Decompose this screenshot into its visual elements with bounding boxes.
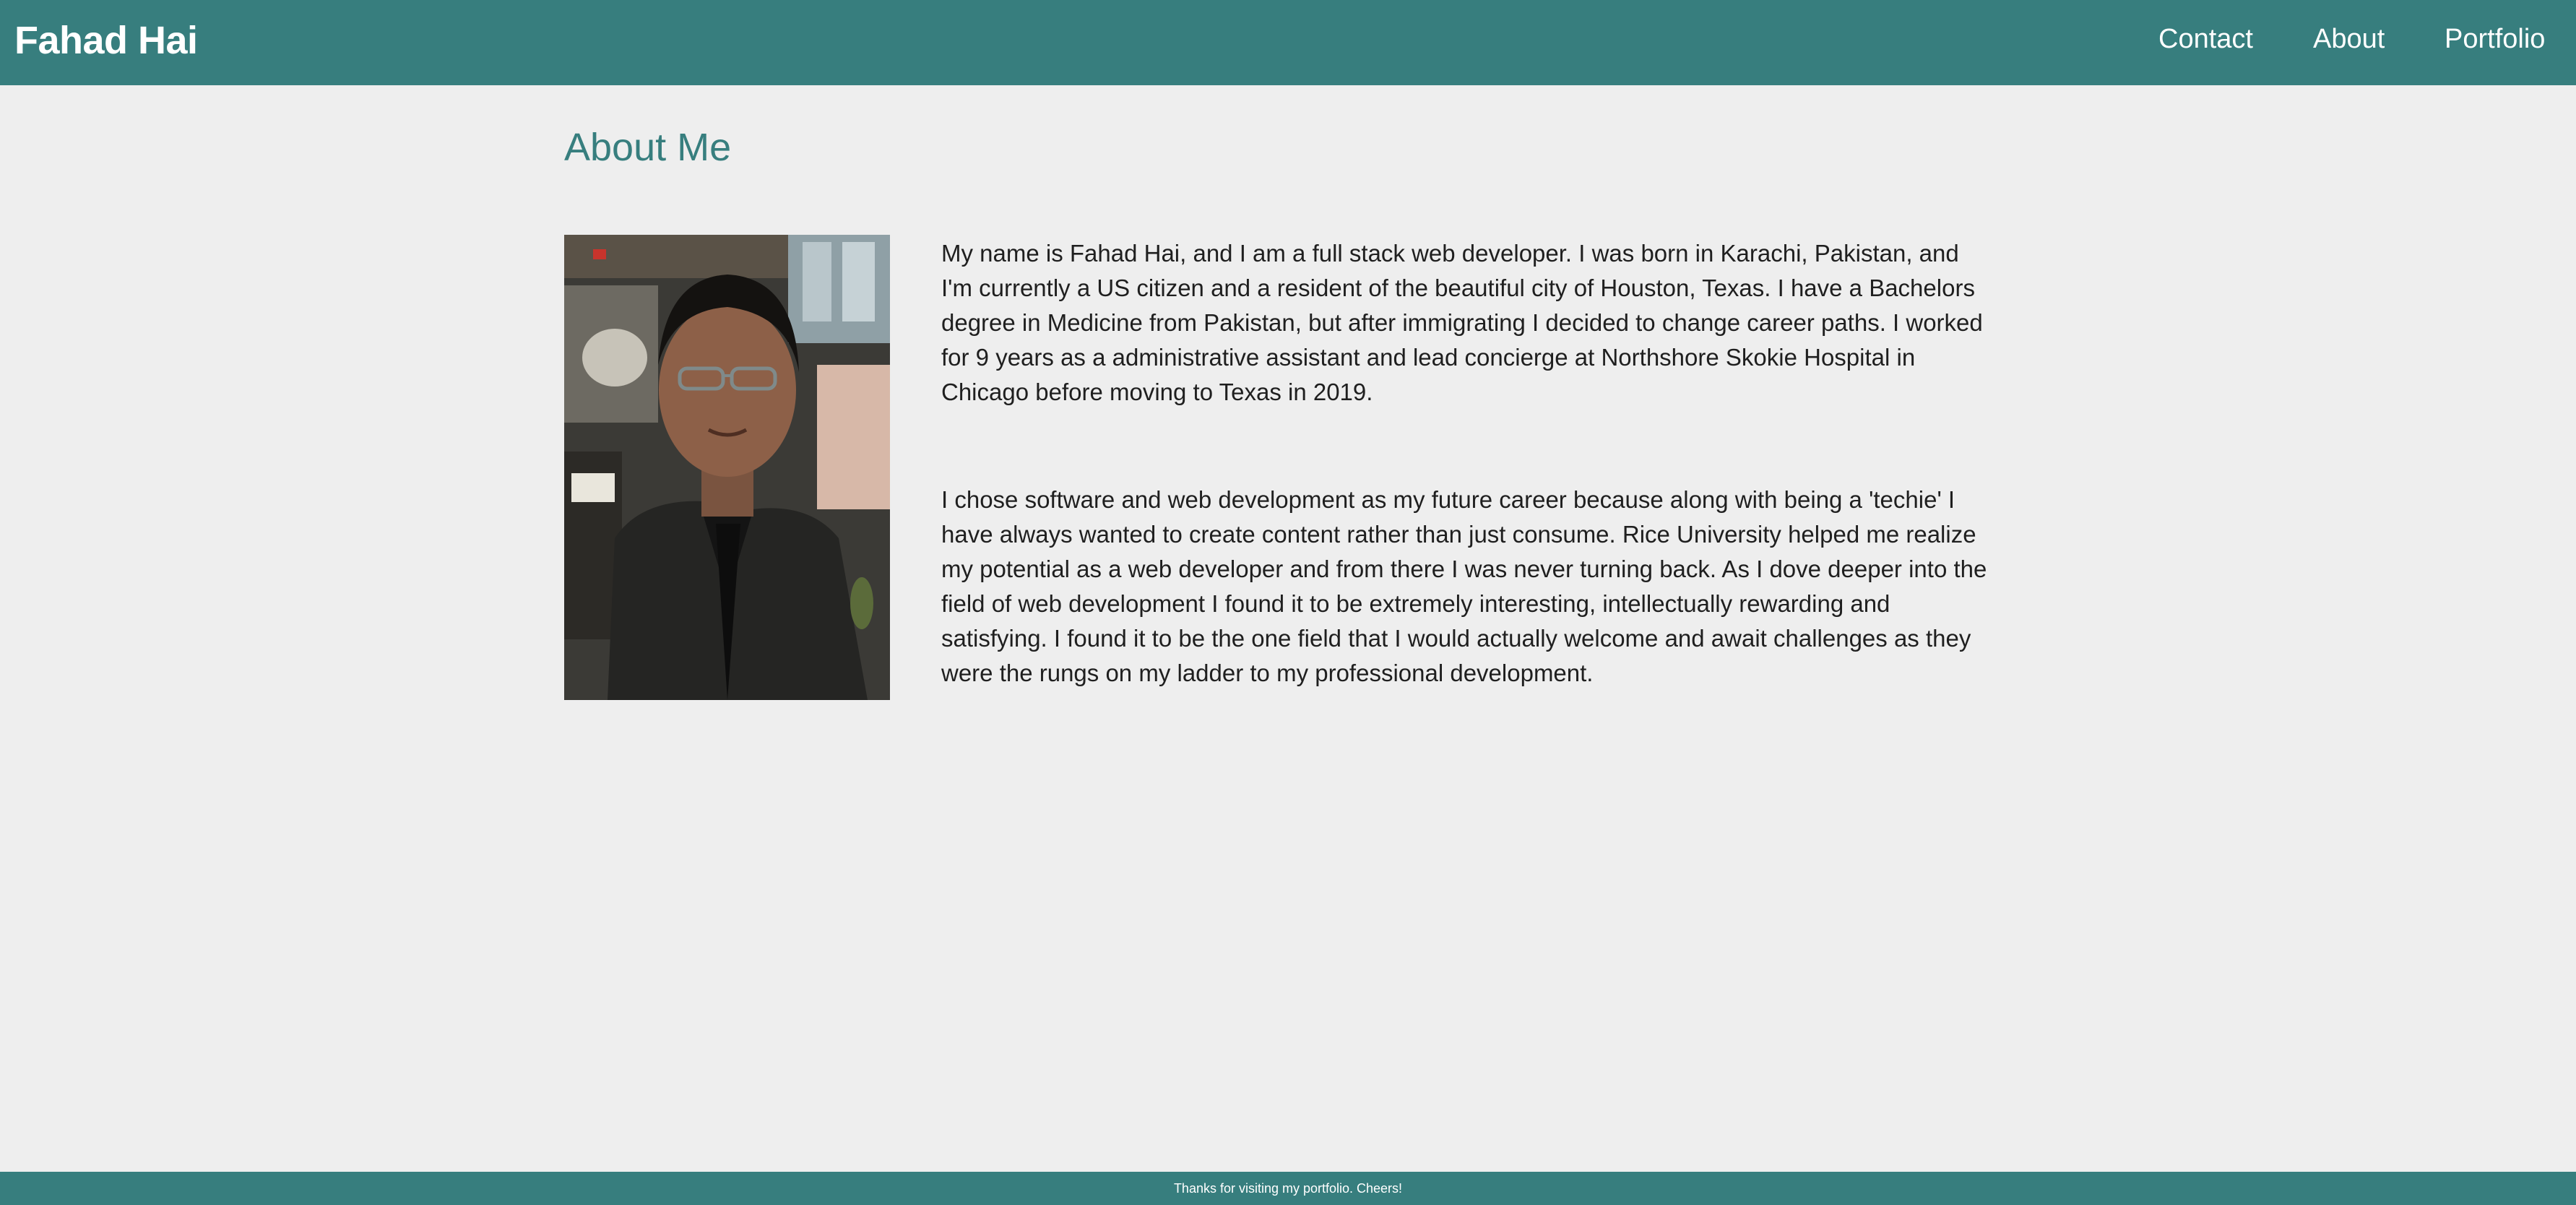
bio-paragraph-2: I chose software and web development as my future career because along with being a 'techie' I have always wanted to create content rather than just consume. Rice University helped me realize my potential as a web developer and from there I was never turning back. As I dove deeper into the field of web development I found it to be extremely interesting, intellectually rewarding and satisfying. I found it to be the one field that I would actually welcome and await challenges as they were the rungs on my ladder to my professional development. <box>941 486 1987 686</box>
brand-name[interactable]: Fahad Hai <box>14 19 198 62</box>
nav-link-contact[interactable]: Contact <box>2158 24 2253 54</box>
nav-link-portfolio[interactable]: Portfolio <box>2445 24 2546 54</box>
profile-photo <box>564 235 890 700</box>
page-title: About Me <box>564 126 732 169</box>
bio-paragraph-1: My name is Fahad Hai, and I am a full stack web developer. I was born in Karachi, Pakistan, and I'm currently a US citizen and a resident of the beautiful city of Houston, Texas. I have a Bachelors degree in Medicine from Pakistan, but after immigrating I decided to change career paths. I worked for 9 years as a administrative assistant and lead concierge at Northshore Skokie Hospital in Chicago before moving to Texas in 2019. <box>941 240 1983 405</box>
nav-link-about[interactable]: About <box>2313 24 2385 54</box>
navbar <box>0 0 2576 85</box>
footer <box>0 1172 2576 1205</box>
footer-text: Thanks for visiting my portfolio. Cheers! <box>1173 1181 1403 1196</box>
